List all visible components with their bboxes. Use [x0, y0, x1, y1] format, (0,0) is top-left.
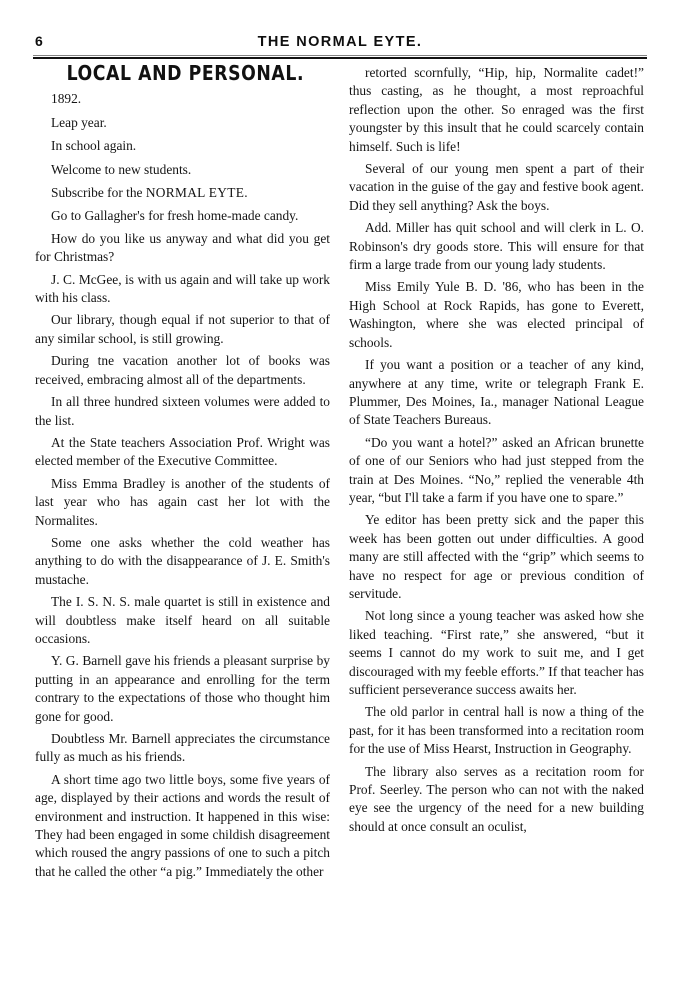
news-item: Go to Gallagher's for fresh home-made candy. — [51, 208, 299, 224]
header-rule — [33, 55, 647, 59]
news-item: Several of our young men spent a part of their vacation in the guise of the gay and festive book agent. Did they sell anything? Ask the boys. — [349, 161, 644, 213]
left-column-items — [35, 90, 330, 881]
running-head — [35, 33, 645, 55]
news-item: Some one asks whether the cold weather has anything to do with the disappearance of J. E. Smith's mustache. — [35, 534, 330, 587]
news-item: The old parlor in central hall is now a thing of the past, for it has been transformed into a recitation room for the use of Miss Hearst, Instruction in Geography. — [349, 704, 644, 757]
publication-title: THE NORMAL EYTE. — [257, 34, 423, 50]
news-item: 1892. — [51, 91, 82, 107]
news-item: Leap year. — [51, 114, 107, 130]
news-item: In all three hundred sixteen volumes were added to the list. — [35, 394, 330, 428]
body-columns — [0, 61, 680, 994]
news-item: The library also serves as a recitation room for Prof. Seerley. The person who can not with the naked eye see the urgency of the need for a new building should at once consult an oculist, — [349, 763, 644, 834]
news-item: Y. G. Barnell gave his friends a pleasant surprise by putting in an appearance and enrolling for the term contrary to the expectations of those who thought him gone for good. — [35, 653, 330, 724]
news-item: Welcome to new students. — [51, 161, 192, 177]
news-item: Subscribe for the NORMAL EYTE. — [51, 185, 248, 201]
news-item: Doubtless Mr. Barnell appreciates the circumstance fully as much as his friends. — [35, 731, 330, 765]
page-number: 6 — [35, 33, 43, 49]
news-item: Ye editor has been pretty sick and the paper this week has been gotten out under difficulties. A good many are still affected with the “grip” which seems to have no respect for age or previous condition of servitude. — [349, 512, 644, 601]
news-item: J. C. McGee, is with us again and will take up work with his class. — [35, 271, 330, 306]
news-item: Our library, though equal if not superior to that of any similar school, is still growing. — [35, 312, 330, 346]
news-item: How do you like us anyway and what did you get for Christmas? — [35, 230, 330, 265]
section-heading: LOCAL AND PERSONAL. — [66, 61, 305, 85]
small-caps-title: NORMAL EYTE — [145, 185, 245, 201]
news-item: The I. S. N. S. male quartet is still in existence and will doubtless make itself heard on all suitable occasions. — [35, 594, 330, 646]
right-column-items — [349, 64, 644, 836]
news-item: Not long since a young teacher was asked how she liked teaching. “First rate,” she answered, “but it seems I cannot do my work to suit me, and I get discouraged with my feeble efforts.” If that teacher has sufficient perseverance success awaits her. — [349, 608, 644, 697]
news-item: If you want a position or a teacher of any kind, anywhere at any time, write or telegraph Frank E. Plummer, Des Moines, Ia., manager National League of State Teachers Bureaus. — [349, 357, 644, 428]
news-item: Add. Miller has quit school and will clerk in L. O. Robinson's dry goods store. This will ensure for that firm a large trade from our young lady students. — [349, 220, 644, 273]
news-item: During tne vacation another lot of books was received, embracing almost all of the departments. — [35, 353, 330, 387]
column-left — [35, 61, 330, 885]
news-item: Miss Emily Yule B. D. '86, who has been in the High School at Rock Rapids, has gone to Everett, Washington, where she was elected principal of schools. — [349, 279, 644, 350]
news-item: Miss Emma Bradley is another of the students of last year who has again cast her lot with the Normalites. — [35, 475, 330, 528]
header-rule-thin — [33, 55, 647, 56]
header-rule-thick — [33, 57, 647, 59]
news-item: In school again. — [51, 138, 137, 154]
news-item: A short time ago two little boys, some five years of age, displayed by their actions and words the result of environment and instruction. It happened in this wise: They had been engaged in some childish disagreement which roused the angry passions of one to such a pitch that he called the other “a pig.” Immediately the other — [35, 771, 330, 879]
news-item: “Do you want a hotel?” asked an African brunette of one of our Seniors who had just stepped from the train at Des Moines. “No,” replied the venerable 4th year, “but I'll take a farm if you have one to spare.” — [349, 434, 644, 505]
news-item: retorted scornfully, “Hip, hip, Normalite cadet!” thus casting, as he thought, a most reproachful reflection upon the other. So enraged was the first youngster by this insult that he could scarcely contain himself. Such is life! — [349, 65, 644, 154]
news-item: At the State teachers Association Prof. Wright was elected member of the Executive Committee. — [35, 434, 330, 469]
column-right — [349, 64, 644, 840]
